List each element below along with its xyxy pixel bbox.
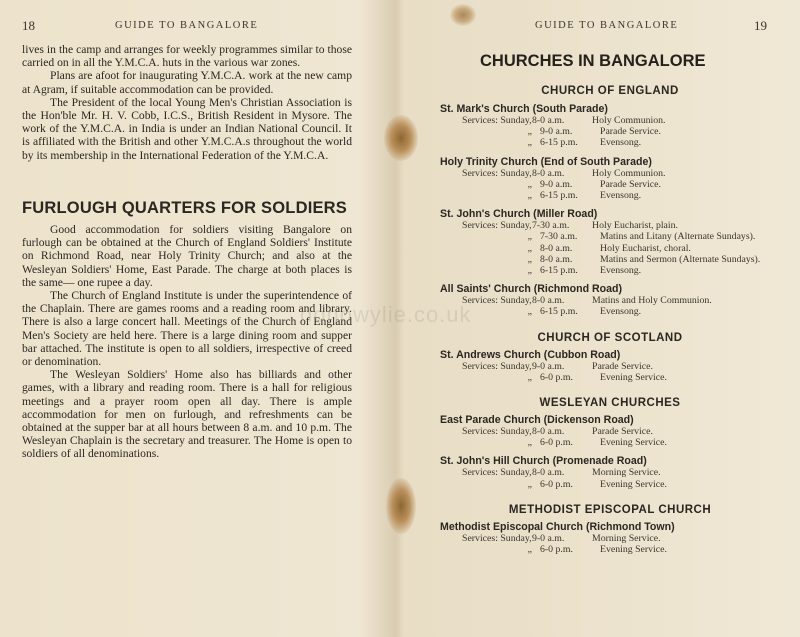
churches-list <box>440 85 780 555</box>
church-name: St. John's Hill Church (Promenade Road) <box>440 455 647 468</box>
service-row: „ 7-30 a.m. Matins and Litany (Alternate Sundays). <box>527 231 756 243</box>
service-row: „ 6-0 p.m. Evening Service. <box>527 544 667 556</box>
service-row: „ 9-0 a.m. Parade Service. <box>527 178 661 190</box>
service-row: „ 8-0 a.m. Holy Eucharist, choral. <box>527 242 691 254</box>
service-row: „ 6-15 p.m. Evensong. <box>527 306 642 318</box>
church-name: Holy Trinity Church (End of South Parade) <box>440 155 652 168</box>
page-number-right: 19 <box>754 18 767 33</box>
furlough-paragraph: The Wesleyan Soldiers' Home also has billiards and other games, with a library and reading room. There is a hall for religious meetings and a prayer room open all day. There is ample accommodation for men on furlough, and refreshments can be obtained at the supper bar at all hours between 8 a.m. and 10 p.m. The Wesleyan Chaplain is the secretary and treasurer. The Home is open to soldiers of all denominations. <box>22 368 352 461</box>
church-name: St. Andrews Church (Cubbon Road) <box>440 348 621 361</box>
running-head-right: GUIDE TO BANGALORE <box>535 20 679 31</box>
service-row: Services: Sunday, 8-0 a.m. Matins and Holy Communion. <box>462 295 712 307</box>
service-row: „ 6-0 p.m. Evening Service. <box>527 437 667 449</box>
church-name: Methodist Episcopal Church (Richmond Town) <box>440 520 675 533</box>
running-head-left: GUIDE TO BANGALORE <box>115 20 259 31</box>
service-row: Services: Sunday, 9-0 a.m. Morning Service. <box>462 532 661 544</box>
denomination-heading: CHURCH OF ENGLAND <box>541 85 679 97</box>
ymca-paragraph: The President of the local Young Men's Christian Association is the Hon'ble Mr. H. V. Cobb, I.C.S., British Resident in Mysore. The work of the Y.M.C.A. in India is under an Indian National Council. It is affiliated with the British and other Y.M.C.A.s throughout the world by its membership in the International Federation of the Y.M.C.A. <box>22 95 352 162</box>
service-row: Services: Sunday, 7-30 a.m. Holy Eucharist, plain. <box>462 220 678 232</box>
service-row: Services: Sunday, 8-0 a.m. Parade Service. <box>462 426 653 438</box>
denomination-heading: WESLEYAN CHURCHES <box>539 397 681 410</box>
page-number-left: 18 <box>22 18 35 33</box>
denomination-heading: METHODIST EPISCOPAL CHURCH <box>508 503 712 516</box>
left-page-body <box>22 43 352 461</box>
furlough-paragraph: The Church of England Institute is under the superintendence of the Chaplain. There are games rooms and a reading room and library. There is also a large concert hall. Meetings of the Church of England Men's Society are held here. There is a large dining room and supper bar attached. The institute is open to all soldiers, irrespective of creed or denomination. <box>22 289 352 369</box>
service-row: „ 9-0 a.m. Parade Service. <box>527 126 661 138</box>
church-name: East Parade Church (Dickenson Road) <box>440 414 634 427</box>
service-row: „ 6-0 p.m. Evening Service. <box>527 371 667 383</box>
churches-title: CHURCHES IN BANGALORE <box>480 52 706 70</box>
furlough-paragraph: Good accommodation for soldiers visiting Bangalore on furlough can be obtained at the Church of England Soldiers' Institute on Richmond Road, near Holy Trinity Church; and also at the Wesleyan Soldiers' Home, East Parade. The charge at both places is the same— one rupee a day. <box>22 223 352 289</box>
service-row: „ 6-15 p.m. Evensong. <box>527 265 642 277</box>
ymca-paragraph: Plans are afoot for inaugurating Y.M.C.A. work at the new camp at Agram, if suitable accommodation can be provided. <box>22 69 352 96</box>
service-row: „ 6-0 p.m. Evening Service. <box>527 478 667 490</box>
ymca-paragraph: lives in the camp and arranges for weekly programmes similar to those carried on in all the Y.M.C.A. huts in the various war zones. <box>22 43 352 70</box>
church-name: St. John's Church (Miller Road) <box>440 208 598 221</box>
service-row: „ 6-15 p.m. Evensong. <box>527 137 642 149</box>
furlough-heading: FURLOUGH QUARTERS FOR SOLDIERS <box>22 198 348 217</box>
denomination-heading: CHURCH OF SCOTLAND <box>537 331 683 344</box>
service-row: „ 6-15 p.m. Evensong. <box>527 190 642 202</box>
church-name: St. Mark's Church (South Parade) <box>440 103 608 115</box>
service-row: Services: Sunday, 8-0 a.m. Holy Communion. <box>462 167 666 179</box>
watermark: donowylie.co.uk <box>300 302 472 327</box>
service-row: „ 8-0 a.m. Matins and Sermon (Alternate Sundays). <box>527 253 761 265</box>
service-row: Services: Sunday, 8-0 a.m. Morning Service. <box>462 467 661 479</box>
service-row: Services: Sunday, 8-0 a.m. Holy Communion. <box>462 115 666 126</box>
service-row: Services: Sunday, 9-0 a.m. Parade Service. <box>462 360 653 372</box>
church-name: All Saints' Church (Richmond Road) <box>440 283 623 296</box>
